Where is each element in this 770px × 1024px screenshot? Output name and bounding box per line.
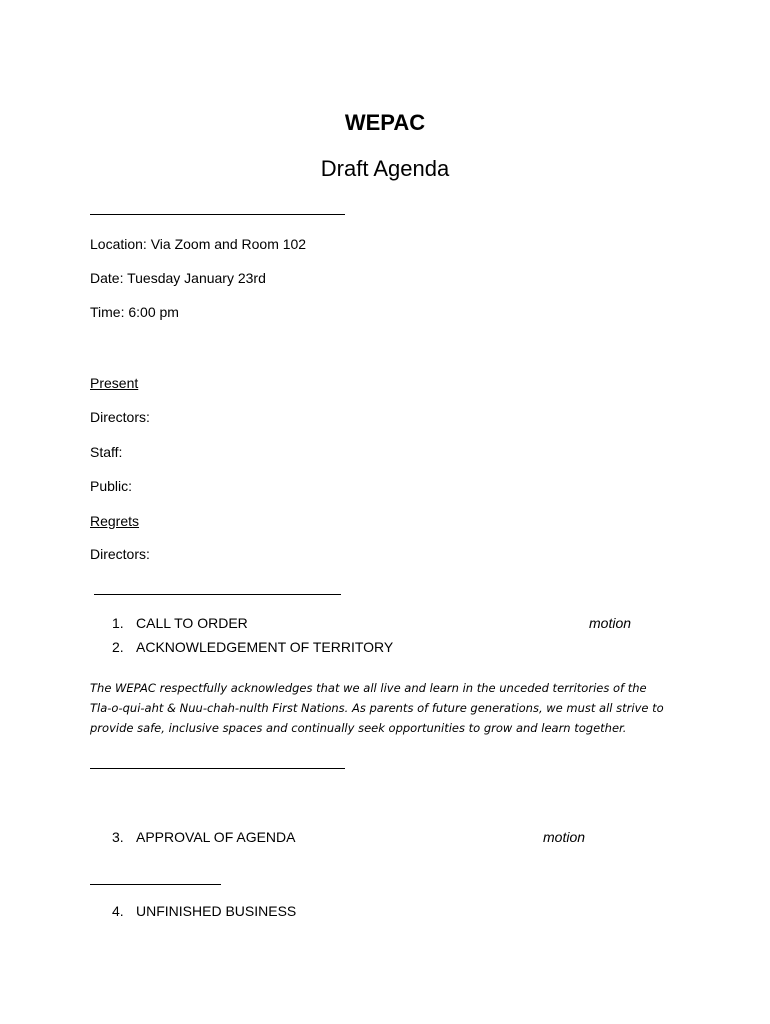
acknowledgement-line: provide safe, inclusive spaces and continually seek opportunities to grow and learn together. [90, 721, 627, 735]
agenda-item-number: 4. [112, 903, 124, 919]
agenda-item-label: UNFINISHED BUSINESS [136, 903, 297, 919]
agenda-item-number: 2. [112, 639, 124, 655]
regrets-directors: Directors: [90, 546, 150, 562]
meeting-date: Date: Tuesday January 23rd [90, 270, 266, 286]
divider-line [90, 884, 221, 885]
present-staff: Staff: [90, 444, 123, 460]
agenda-item-number: 3. [112, 829, 124, 845]
agenda-item-number: 1. [112, 615, 124, 631]
agenda-item-label: ACKNOWLEDGEMENT OF TERRITORY [136, 639, 394, 655]
agenda-item-acknowledgement [112, 639, 393, 655]
agenda-item-label: APPROVAL OF AGENDA [136, 829, 296, 845]
meeting-time: Time: 6:00 pm [90, 304, 179, 320]
present-heading: Present [90, 375, 139, 391]
agenda-item-call-to-order [112, 615, 248, 631]
acknowledgement-line: The WEPAC respectfully acknowledges that we all live and learn in the unceded territories of the [90, 681, 647, 695]
agenda-item-unfinished-business [112, 903, 296, 919]
divider-line [90, 214, 345, 215]
divider-line [94, 594, 341, 595]
agenda-item-action: motion [589, 615, 632, 631]
divider-line [90, 768, 345, 769]
document-subtitle: Draft Agenda [320, 156, 450, 181]
document-title: WEPAC [344, 110, 426, 135]
present-public: Public: [90, 478, 133, 494]
agenda-item-action: motion [543, 829, 586, 845]
meeting-location: Location: Via Zoom and Room 102 [90, 236, 307, 252]
acknowledgement-text [90, 678, 665, 738]
present-directors: Directors: [90, 409, 150, 425]
regrets-heading: Regrets [90, 513, 140, 529]
acknowledgement-line: Tla-o-qui-aht & Nuu-chah-nulth First Nations. As parents of future generations, we must all strive to [90, 701, 664, 715]
agenda-item-approval-of-agenda [112, 829, 296, 845]
agenda-item-label: CALL TO ORDER [136, 615, 248, 631]
